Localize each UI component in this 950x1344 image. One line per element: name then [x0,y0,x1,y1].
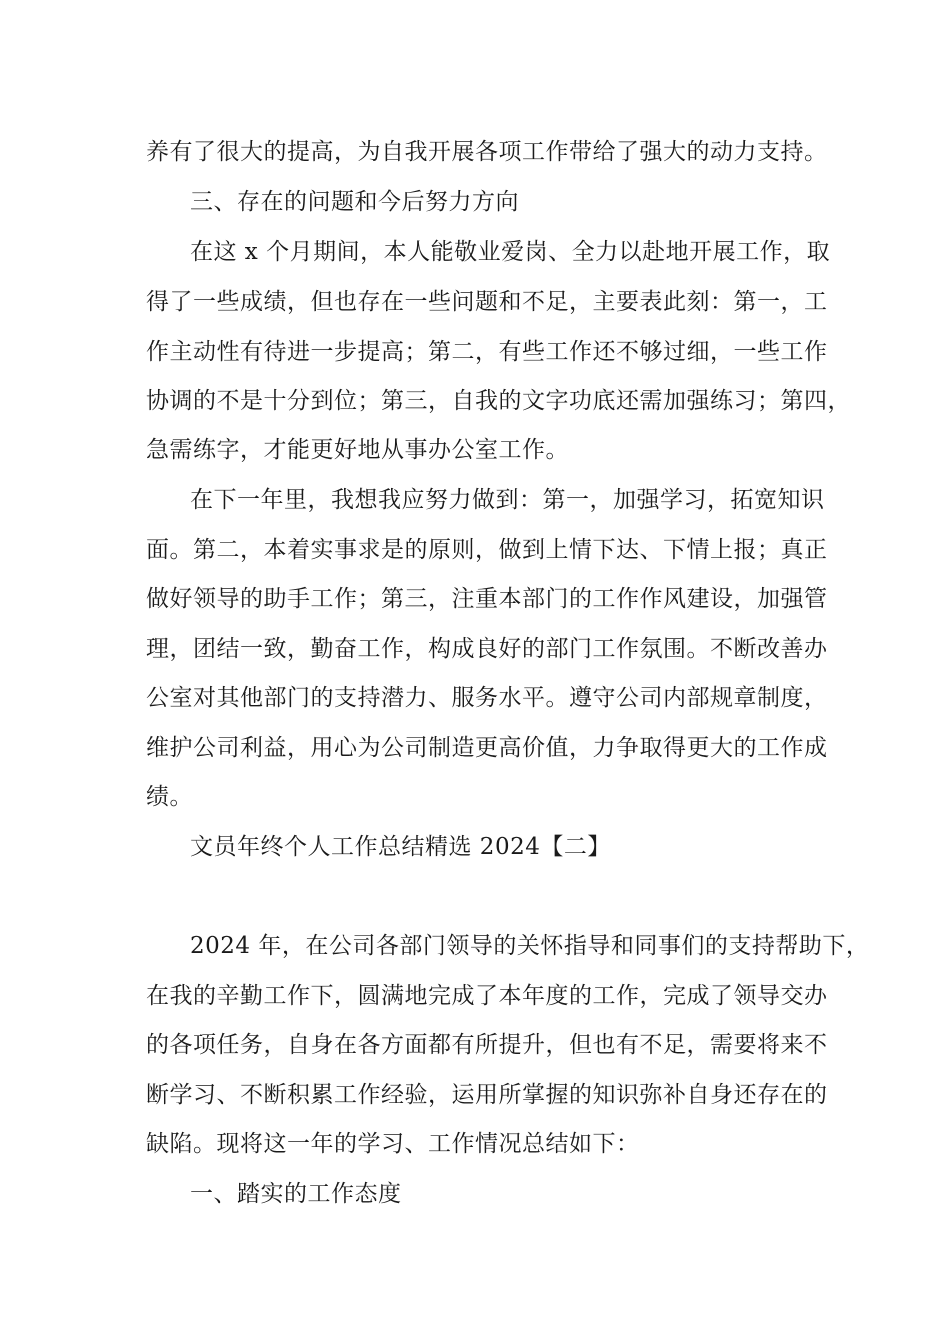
text-line: 做好领导的助手工作；第三，注重本部门的工作作风建设，加强管 [146,586,828,612]
text-line: 断学习、不断积累工作经验，运用所掌握的知识弥补自身还存在的 [146,1082,828,1108]
section-heading: 三、存在的问题和今后努力方向 [190,189,519,215]
text-line: 得了一些成绩，但也存在一些问题和不足，主要表此刻：第一，工 [146,289,828,315]
text-line: 在我的辛勤工作下，圆满地完成了本年度的工作，完成了领导交办 [146,983,828,1009]
text-line: 的各项任务，自身在各方面都有所提升，但也有不足，需要将来不 [146,1032,828,1058]
text-line: 公室对其他部门的支持潜力、服务水平。遵守公司内部规章制度， [146,685,828,711]
text-line: 理，团结一致，勤奋工作，构成良好的部门工作氛围。不断改善办 [146,636,828,662]
text-line: 面。第二，本着实事求是的原则，做到上情下达、下情上报；真正 [146,537,828,563]
text-line: 在这 x 个月期间，本人能敬业爱岗、全力以赴地开展工作，取 [190,239,831,265]
text-line: 作主动性有待进一步提高；第二，有些工作还不够过细，一些工作 [146,339,828,365]
text-line: 养有了很大的提高，为自我开展各项工作带给了强大的动力支持。 [146,139,828,165]
section-heading: 一、踏实的工作态度 [190,1181,402,1207]
text-line: 绩。 [146,784,193,810]
text-line: 2024 年，在公司各部门领导的关怀指导和同事们的支持帮助下， [190,933,870,959]
text-line: 协调的不是十分到位；第三，自我的文字功底还需加强练习；第四， [146,388,851,414]
text-line: 急需练字，才能更好地从事办公室工作。 [146,437,569,463]
text-line: 维护公司利益，用心为公司制造更高价值，力争取得更大的工作成 [146,735,828,761]
section-title: 文员年终个人工作总结精选 2024【二】 [190,834,611,860]
text-line: 缺陷。现将这一年的学习、工作情况总结如下： [146,1131,640,1157]
text-line: 在下一年里，我想我应努力做到：第一，加强学习，拓宽知识 [190,487,825,513]
